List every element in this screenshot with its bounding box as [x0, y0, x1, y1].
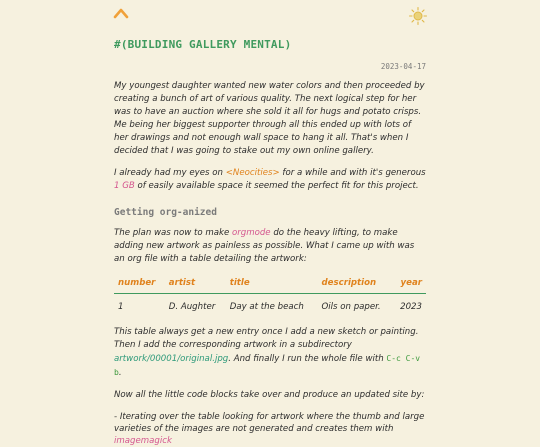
section-heading: Getting org-anized: [114, 207, 217, 218]
table-cell-description: Oils on paper.: [321, 302, 381, 312]
paragraph-text: This table always get a new entry once I add a new sketch or painting. Then I add the corresponding artwork in a subdirectory: [114, 327, 419, 350]
artwork-path-link[interactable]: artwork/00001/original.jpg: [114, 354, 229, 364]
steps-list: [114, 411, 426, 447]
post-date: 2023-04-17: [380, 62, 426, 71]
list-item: [114, 411, 426, 447]
storage-size-text: 1 GB: [114, 181, 135, 191]
column-header-artist: artist: [165, 276, 226, 294]
steps-intro-paragraph: Now all the little code blocks take over and produce an updated site by:: [114, 390, 425, 400]
theme-toggle-button[interactable]: [408, 6, 428, 26]
intro-paragraph: My youngest daughter wanted new water colors and then proceeded by creating a bunch of art of various quality. The next logical step for her was to have an auction where she sold it all for hugs and potato crisps. Me being her biggest supporter through all this ended up with lots of her drawings and not enough wall space to hang it all. That's when I decided that I was going to stake out my own online gallery.: [114, 81, 425, 156]
paragraph-text: . And finally I run the whole file with: [228, 354, 387, 364]
top-bar: [0, 0, 540, 32]
table-header-row: [114, 276, 426, 294]
home-link[interactable]: [112, 5, 130, 21]
neocities-paragraph: [114, 167, 426, 193]
imagemagick-link[interactable]: imagemagick: [114, 436, 172, 446]
neocities-link[interactable]: <Neocities>: [225, 168, 280, 178]
column-header-description: description: [318, 276, 393, 294]
paragraph-text: .: [118, 368, 122, 378]
keybinding-code: C-c C-v b: [114, 354, 421, 377]
plan-paragraph: [114, 227, 426, 266]
table-cell-year: 2023: [400, 302, 422, 312]
table-cell-title: Day at the beach: [229, 302, 304, 312]
sun-icon: [408, 6, 428, 26]
artwork-table: [114, 276, 426, 317]
paragraph-text: of easily available space it seemed the perfect fit for this project.: [134, 181, 419, 191]
column-header-title: title: [226, 276, 318, 294]
paragraph-text: I already had my eyes on: [114, 168, 226, 178]
list-item-text: - Iterating over the table looking for artwork where the thumb and large varieties of the images are not generated and creates them with: [114, 412, 425, 434]
caret-up-icon: [112, 5, 130, 21]
table-cell-artist: D. Aughter: [168, 302, 216, 312]
blog-post: [114, 38, 426, 447]
column-header-number: number: [114, 276, 165, 294]
orgmode-link[interactable]: orgmode: [231, 228, 271, 238]
table-row: [114, 294, 426, 318]
workflow-paragraph: [114, 326, 426, 380]
paragraph-text: for a while and with it's generous: [279, 168, 426, 178]
paragraph-text: do the heavy lifting, to make adding new artwork as painless as possible. What I came up with was an org file with a table detailing the artwork:: [114, 228, 415, 264]
table-cell-number: 1: [118, 302, 124, 312]
post-title: #(BUILDING GALLERY MENTAL): [114, 38, 292, 51]
column-header-year: year: [393, 276, 426, 294]
paragraph-text: The plan was now to make: [114, 228, 232, 238]
